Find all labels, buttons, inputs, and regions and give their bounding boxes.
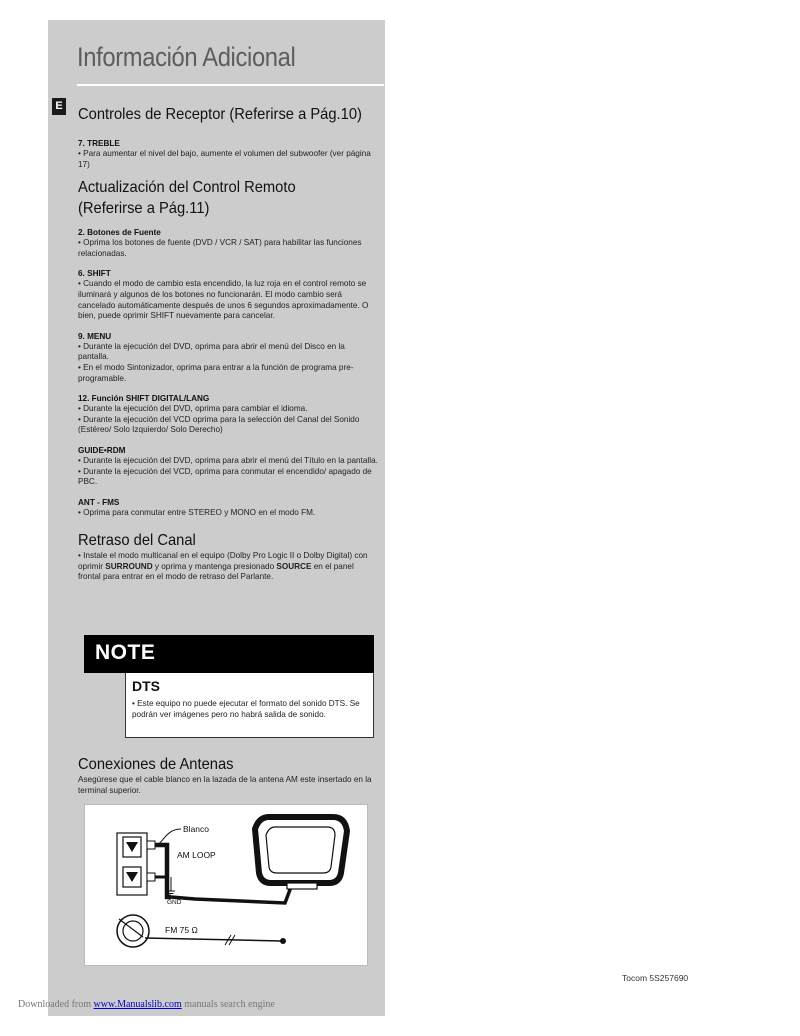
- remote-heading-line2: (Referirse a Pág.11): [78, 200, 210, 218]
- page-title: Información Adicional: [77, 42, 296, 72]
- title-divider: [77, 84, 384, 86]
- note-label: NOTE: [95, 641, 156, 664]
- remote-item-text: • Durante la ejecución del VCD oprima para la selección del Canal del Sonido (Estéreo/ Solo Izquierdo/ Solo Derecho): [78, 414, 360, 435]
- antenna-text: Asegúrese que el cable blanco en la lazada de la antena AM este insertado en la terminal superior.: [78, 775, 372, 795]
- remote-item-text: • Oprima para conmutar entre STEREO y MONO en el modo FM.: [78, 507, 316, 517]
- label-am-loop: AM LOOP: [177, 850, 216, 860]
- receptor-heading: Controles de Receptor (Referirse a Pág.10): [78, 106, 362, 123]
- download-suffix: manuals search engine: [181, 999, 275, 1010]
- remote-item-text: • Durante la ejecución del VCD, oprima para conmutar el encendido/ apagado de PBC.: [78, 466, 372, 487]
- language-marker: E: [52, 98, 66, 115]
- note-title: DTS: [132, 678, 160, 694]
- remote-item-text: • Oprima los botones de fuente (DVD / VCR / SAT) para habilitar las funciones relacionadas.: [78, 238, 362, 258]
- remote-heading-line1: Actualización del Control Remoto: [78, 179, 296, 197]
- remote-item-text: • Durante la ejecución del DVD, oprima para abrir el menú del Disco en la pantalla.: [78, 341, 345, 362]
- note-banner: [84, 635, 374, 673]
- delay-text: [78, 551, 378, 583]
- download-prefix: Downloaded from: [18, 999, 94, 1010]
- remote-item-title: ANT - FMS: [78, 497, 120, 507]
- download-notice: [18, 999, 275, 1010]
- antenna-diagram-svg: [85, 805, 367, 965]
- treble-text: • Para aumentar el nivel del bajo, aumente el volumen del subwoofer (ver página 17): [78, 149, 371, 169]
- delay-heading: Retraso del Canal: [78, 532, 196, 550]
- antenna-diagram: [84, 804, 368, 966]
- remote-item-title: 6. SHIFT: [78, 269, 111, 279]
- note-box: [125, 673, 374, 738]
- terminal-block: [117, 833, 155, 895]
- remote-item-title: GUIDE•RDM: [78, 445, 126, 455]
- label-gnd: GND: [167, 899, 182, 906]
- main-content: [78, 104, 378, 583]
- remote-item-text: • Cuando el modo de cambio esta encendido, la luz roja en el control remoto se iluminará y algunos de los botones no funcionarán. El modo cambio será cancelado automáticamente después de unos 6 segundos aproximadamente. O bien, puede oprimir SHIFT nuevamente para cancelar.: [78, 279, 369, 321]
- remote-item-text: • Durante la ejecución del DVD, oprima para abrir el menú del Título en la pantalla.: [78, 455, 378, 465]
- note-text: • Este equipo no puede ejecutar el formato del sonido DTS. Se podrán ver imágenes pero no habrá salida de sonido.: [132, 699, 360, 719]
- remote-item-title: 9. MENU: [78, 331, 112, 341]
- remote-item: [78, 228, 378, 259]
- remote-item: [78, 269, 378, 321]
- remote-item-title: 12. Función SHIFT DIGITAL/LANG: [78, 394, 210, 404]
- delay-text-c: en el panel frontal para entrar en el modo de retraso del Parlante.: [78, 561, 354, 582]
- source-keyword: SOURCE: [276, 561, 312, 571]
- remote-item: [78, 394, 378, 436]
- label-blanco: Blanco: [183, 824, 209, 834]
- delay-text-a: • Instale el modo multicanal en el equipo (Dolby Pro Logic II o Dolby Digital) con oprimir: [78, 551, 368, 571]
- label-fm: FM 75 Ω: [165, 925, 198, 935]
- fm-connector-icon: [117, 915, 286, 947]
- surround-keyword: SURROUND: [105, 561, 153, 571]
- manualslib-link[interactable]: www.Manualslib.com: [93, 999, 182, 1010]
- treble-title: 7. TREBLE: [78, 139, 120, 148]
- remote-item-text: • En el modo Sintonizador, oprima para entrar a la función de programa pre-programable.: [78, 362, 354, 383]
- remote-item-text: • Durante la ejecución del DVD, oprima para cambiar el idioma.: [78, 404, 308, 414]
- antenna-heading: Conexiones de Antenas: [78, 756, 234, 773]
- model-code: Tocom 5S257690: [622, 973, 689, 983]
- am-loop-antenna-icon: [255, 817, 347, 889]
- antenna-section: [78, 754, 378, 796]
- remote-item: [78, 446, 378, 488]
- delay-text-b: y oprima y mantenga presionado: [152, 561, 277, 571]
- remote-item: [78, 498, 378, 519]
- remote-item: [78, 332, 378, 384]
- remote-item-title: 2. Botones de Fuente: [78, 228, 161, 238]
